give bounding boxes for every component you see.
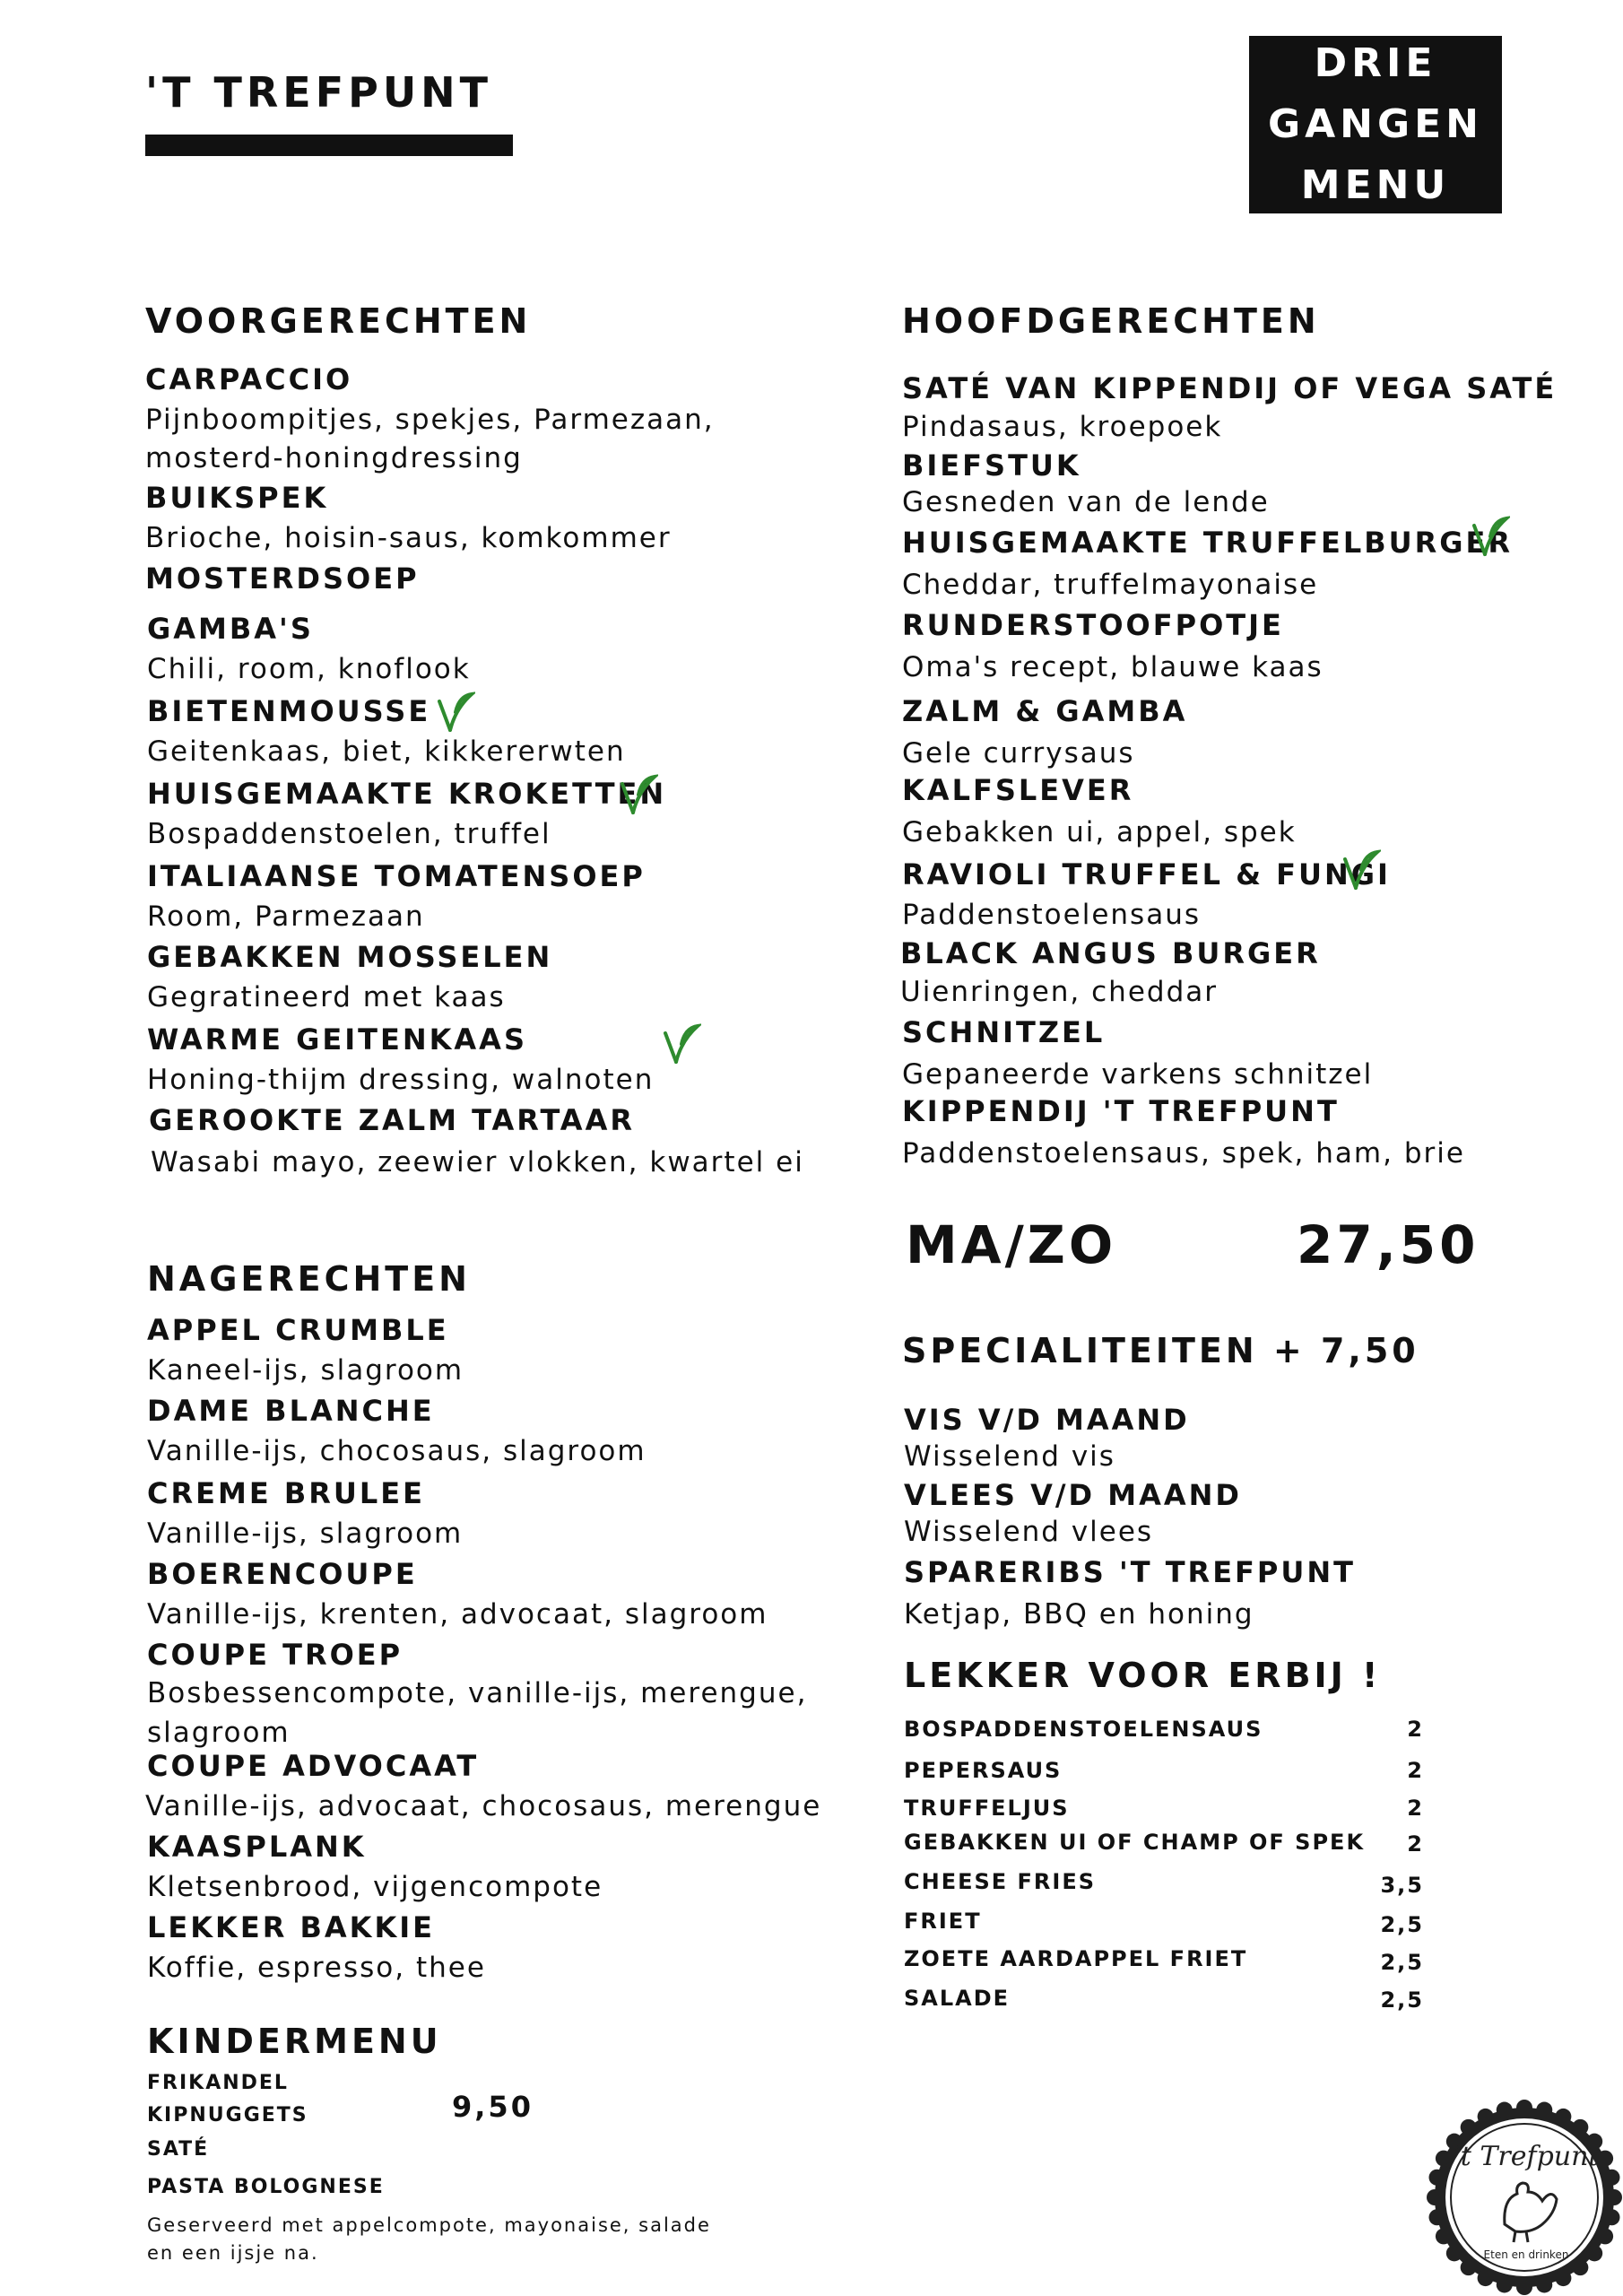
dish-name: CARPACCIO	[145, 362, 353, 396]
seal-edge-tooth	[1461, 2259, 1477, 2275]
dish-desc: mosterd-honingdressing	[145, 442, 523, 474]
dish-name: ITALIAANSE TOMATENSOEP	[147, 859, 646, 893]
dish-desc: Gele currysaus	[902, 737, 1135, 770]
kids-price: 9,50	[452, 2090, 534, 2124]
dish-name: VIS V/D MAAND	[904, 1403, 1190, 1437]
dish-desc: Vanille-ijs, krenten, advocaat, slagroom	[147, 1598, 768, 1631]
dish-desc: Wisselend vis	[904, 1440, 1115, 1473]
seal-edge-tooth	[1572, 2119, 1588, 2135]
vegetarian-leaf-icon	[1471, 513, 1510, 558]
dish-desc: Paddenstoelensaus, spek, ham, brie	[902, 1137, 1465, 1170]
logo-name: 't Trefpunt	[1453, 2141, 1600, 2172]
dish-name: CREME BRULEE	[147, 1476, 425, 1510]
dish-name: BIEFSTUK	[902, 448, 1081, 483]
dish-desc: Pindasaus, kroepoek	[902, 411, 1223, 443]
side-name: BOSPADDENSTOELENSAUS	[904, 1717, 1263, 1742]
dish-desc: Kletsenbrood, vijgencompote	[147, 1871, 603, 1903]
dish-name: MOSTERDSOEP	[145, 561, 420, 596]
dish-name: GEROOKTE ZALM TARTAAR	[149, 1103, 635, 1137]
side-name: GEBAKKEN UI OF CHAMP OF SPEK	[904, 1830, 1366, 1855]
section-title-voorgerechten: VOORGERECHTEN	[145, 301, 532, 341]
seal-edge-tooth	[1555, 2109, 1571, 2125]
dish-name: BIETENMOUSSE	[147, 694, 431, 728]
dish-name: BLACK ANGUS BURGER	[900, 936, 1321, 970]
side-price: 2	[1407, 1758, 1424, 1783]
side-price: 3,5	[1380, 1873, 1424, 1898]
dish-name: HUISGEMAAKTE TRUFFELBURGER	[902, 526, 1514, 560]
dish-desc: Oma's recept, blauwe kaas	[902, 651, 1324, 683]
dish-name: BUIKSPEK	[145, 481, 329, 515]
kids-item: FRIKANDEL	[147, 2072, 289, 2094]
dish-desc: Brioche, hoisin-saus, komkommer	[145, 522, 672, 554]
dish-desc: Geitenkaas, biet, kikkererwten	[147, 735, 626, 768]
seal-edge-tooth	[1478, 2270, 1494, 2286]
section-title-specialiteiten: SPECIALITEITEN + 7,50	[902, 1331, 1419, 1370]
side-name: TRUFFELJUS	[904, 1796, 1070, 1821]
seal-edge-tooth	[1497, 2102, 1513, 2118]
kids-note-line: Geserveerd met appelcompote, mayonaise, salade	[147, 2214, 711, 2236]
menu-price: 27,50	[1297, 1214, 1480, 1275]
badge-line-2: GANGEN	[1268, 101, 1483, 147]
dish-name: KALFSLEVER	[902, 773, 1134, 807]
seal-edge-tooth	[1478, 2109, 1494, 2125]
dish-desc: Uienringen, cheddar	[900, 976, 1218, 1008]
seal-edge-tooth	[1436, 2151, 1452, 2167]
dish-name: COUPE TROEP	[147, 1638, 404, 1672]
seal-edge-tooth	[1597, 2151, 1613, 2167]
seal-edge-tooth	[1436, 2228, 1452, 2244]
restaurant-name: 'T TREFPUNT	[145, 68, 493, 117]
kids-note-line: en een ijsje na.	[147, 2242, 319, 2264]
dish-name: APPEL CRUMBLE	[147, 1313, 449, 1347]
vegetarian-leaf-icon	[436, 689, 475, 734]
dish-desc: Vanille-ijs, slagroom	[147, 1518, 464, 1550]
dish-name: KAASPLANK	[147, 1830, 367, 1864]
title-underline-bar	[145, 135, 513, 156]
dish-desc: Paddenstoelensaus	[902, 899, 1201, 931]
dish-name: DAME BLANCHE	[147, 1394, 435, 1428]
restaurant-logo-seal	[1426, 2099, 1623, 2296]
seal-edge-tooth	[1572, 2259, 1588, 2275]
dish-desc: Gesneden van de lende	[902, 486, 1270, 518]
side-name: PEPERSAUS	[904, 1758, 1063, 1783]
logo-tagline: Eten en drinken	[1483, 2248, 1569, 2261]
side-name: CHEESE FRIES	[904, 1869, 1097, 1894]
dish-name: WARME GEITENKAAS	[147, 1022, 527, 1057]
seal-edge-tooth	[1429, 2209, 1445, 2225]
dish-name: GEBAKKEN MOSSELEN	[147, 940, 553, 974]
dish-name: HUISGEMAAKTE KROKETTEN	[147, 777, 667, 811]
badge-line-3: MENU	[1300, 162, 1451, 208]
dish-desc: Chili, room, knoflook	[147, 653, 471, 685]
dish-desc: Gegratineerd met kaas	[147, 981, 506, 1013]
seal-edge-tooth	[1461, 2119, 1477, 2135]
side-price: 2,5	[1380, 1987, 1424, 2013]
seal-edge-tooth	[1516, 2279, 1532, 2295]
dish-desc: Kaneel-ijs, slagroom	[147, 1354, 464, 1387]
dish-name: GAMBA'S	[147, 612, 314, 646]
dish-desc: Bospaddenstoelen, truffel	[147, 818, 551, 850]
dish-desc: slagroom	[147, 1717, 291, 1749]
dish-desc: Vanille-ijs, advocaat, chocosaus, merengue	[145, 1790, 822, 1822]
dish-desc: Koffie, espresso, thee	[147, 1952, 486, 1984]
seal-edge-tooth	[1497, 2276, 1513, 2292]
dish-name: ZALM & GAMBA	[902, 694, 1188, 728]
side-name: SALADE	[904, 1986, 1011, 2011]
dish-desc: Room, Parmezaan	[147, 900, 425, 933]
vegetarian-leaf-icon	[619, 771, 658, 816]
seal-edge-tooth	[1606, 2189, 1622, 2205]
price-days: MA/ZO	[906, 1214, 1117, 1275]
dish-name: SATÉ VAN KIPPENDIJ OF VEGA SATÉ	[902, 371, 1558, 405]
dish-name: KIPPENDIJ 'T TREFPUNT	[902, 1094, 1340, 1128]
section-title-erbij: LEKKER VOOR ERBIJ !	[904, 1656, 1382, 1695]
dish-desc: Bosbessencompote, vanille-ijs, merengue,	[147, 1677, 808, 1709]
seal-edge-tooth	[1429, 2170, 1445, 2186]
seal-edge-tooth	[1516, 2100, 1532, 2116]
vegetarian-leaf-icon	[1341, 847, 1381, 891]
dish-desc: Honing-thijm dressing, walnoten	[147, 1064, 655, 1096]
seal-edge-tooth	[1427, 2189, 1443, 2205]
badge-line-1: DRIE	[1314, 40, 1437, 86]
section-title-kindermenu: KINDERMENU	[147, 2022, 442, 2061]
seal-edge-tooth	[1586, 2245, 1602, 2261]
side-name: FRIET	[904, 1909, 982, 1934]
vegetarian-leaf-icon	[662, 1021, 701, 1065]
section-title-nagerechten: NAGERECHTEN	[147, 1259, 471, 1299]
dish-desc: Gepaneerde varkens schnitzel	[902, 1058, 1374, 1091]
side-price: 2	[1407, 1831, 1424, 1857]
dish-desc: Gebakken ui, appel, spek	[902, 816, 1297, 848]
dish-desc: Wisselend vlees	[904, 1516, 1154, 1548]
kids-item: PASTA BOLOGNESE	[147, 2176, 385, 2198]
dish-desc: Vanille-ijs, chocosaus, slagroom	[147, 1435, 647, 1467]
dish-name: RAVIOLI TRUFFEL & FUNGI	[902, 857, 1391, 891]
kids-item: KIPNUGGETS	[147, 2104, 308, 2126]
seal-edge-tooth	[1603, 2209, 1619, 2225]
side-price: 2	[1407, 1796, 1424, 1821]
dish-name: COUPE ADVOCAAT	[147, 1749, 480, 1783]
seal-edge-tooth	[1603, 2170, 1619, 2186]
dish-name: BOERENCOUPE	[147, 1557, 418, 1591]
dish-name: VLEES V/D MAAND	[904, 1478, 1242, 1512]
seal-edge-tooth	[1536, 2276, 1552, 2292]
dish-desc: Cheddar, truffelmayonaise	[902, 569, 1319, 601]
side-price: 2,5	[1380, 1950, 1424, 1975]
seal-edge-tooth	[1536, 2102, 1552, 2118]
side-name: ZOETE AARDAPPEL FRIET	[904, 1946, 1248, 1971]
dish-name: SPARERIBS 'T TREFPUNT	[904, 1555, 1356, 1589]
seal-edge-tooth	[1597, 2228, 1613, 2244]
menu-type-badge	[1249, 36, 1502, 213]
seal-edge-tooth	[1555, 2270, 1571, 2286]
dish-name: LEKKER BAKKIE	[147, 1910, 435, 1944]
dish-desc: Wasabi mayo, zeewier vlokken, kwartel ei	[151, 1146, 804, 1178]
dish-name: SCHNITZEL	[902, 1015, 1106, 1049]
dish-desc: Pijnboompitjes, spekjes, Parmezaan,	[145, 404, 715, 436]
side-price: 2,5	[1380, 1912, 1424, 1937]
side-price: 2	[1407, 1717, 1424, 1742]
seal-edge-tooth	[1446, 2245, 1462, 2261]
dish-name: RUNDERSTOOFPOTJE	[902, 608, 1284, 642]
section-title-hoofdgerechten: HOOFDGERECHTEN	[902, 301, 1320, 341]
kids-note	[147, 2212, 721, 2267]
dish-desc: Ketjap, BBQ en honing	[904, 1598, 1254, 1631]
kids-item: SATÉ	[147, 2138, 210, 2161]
